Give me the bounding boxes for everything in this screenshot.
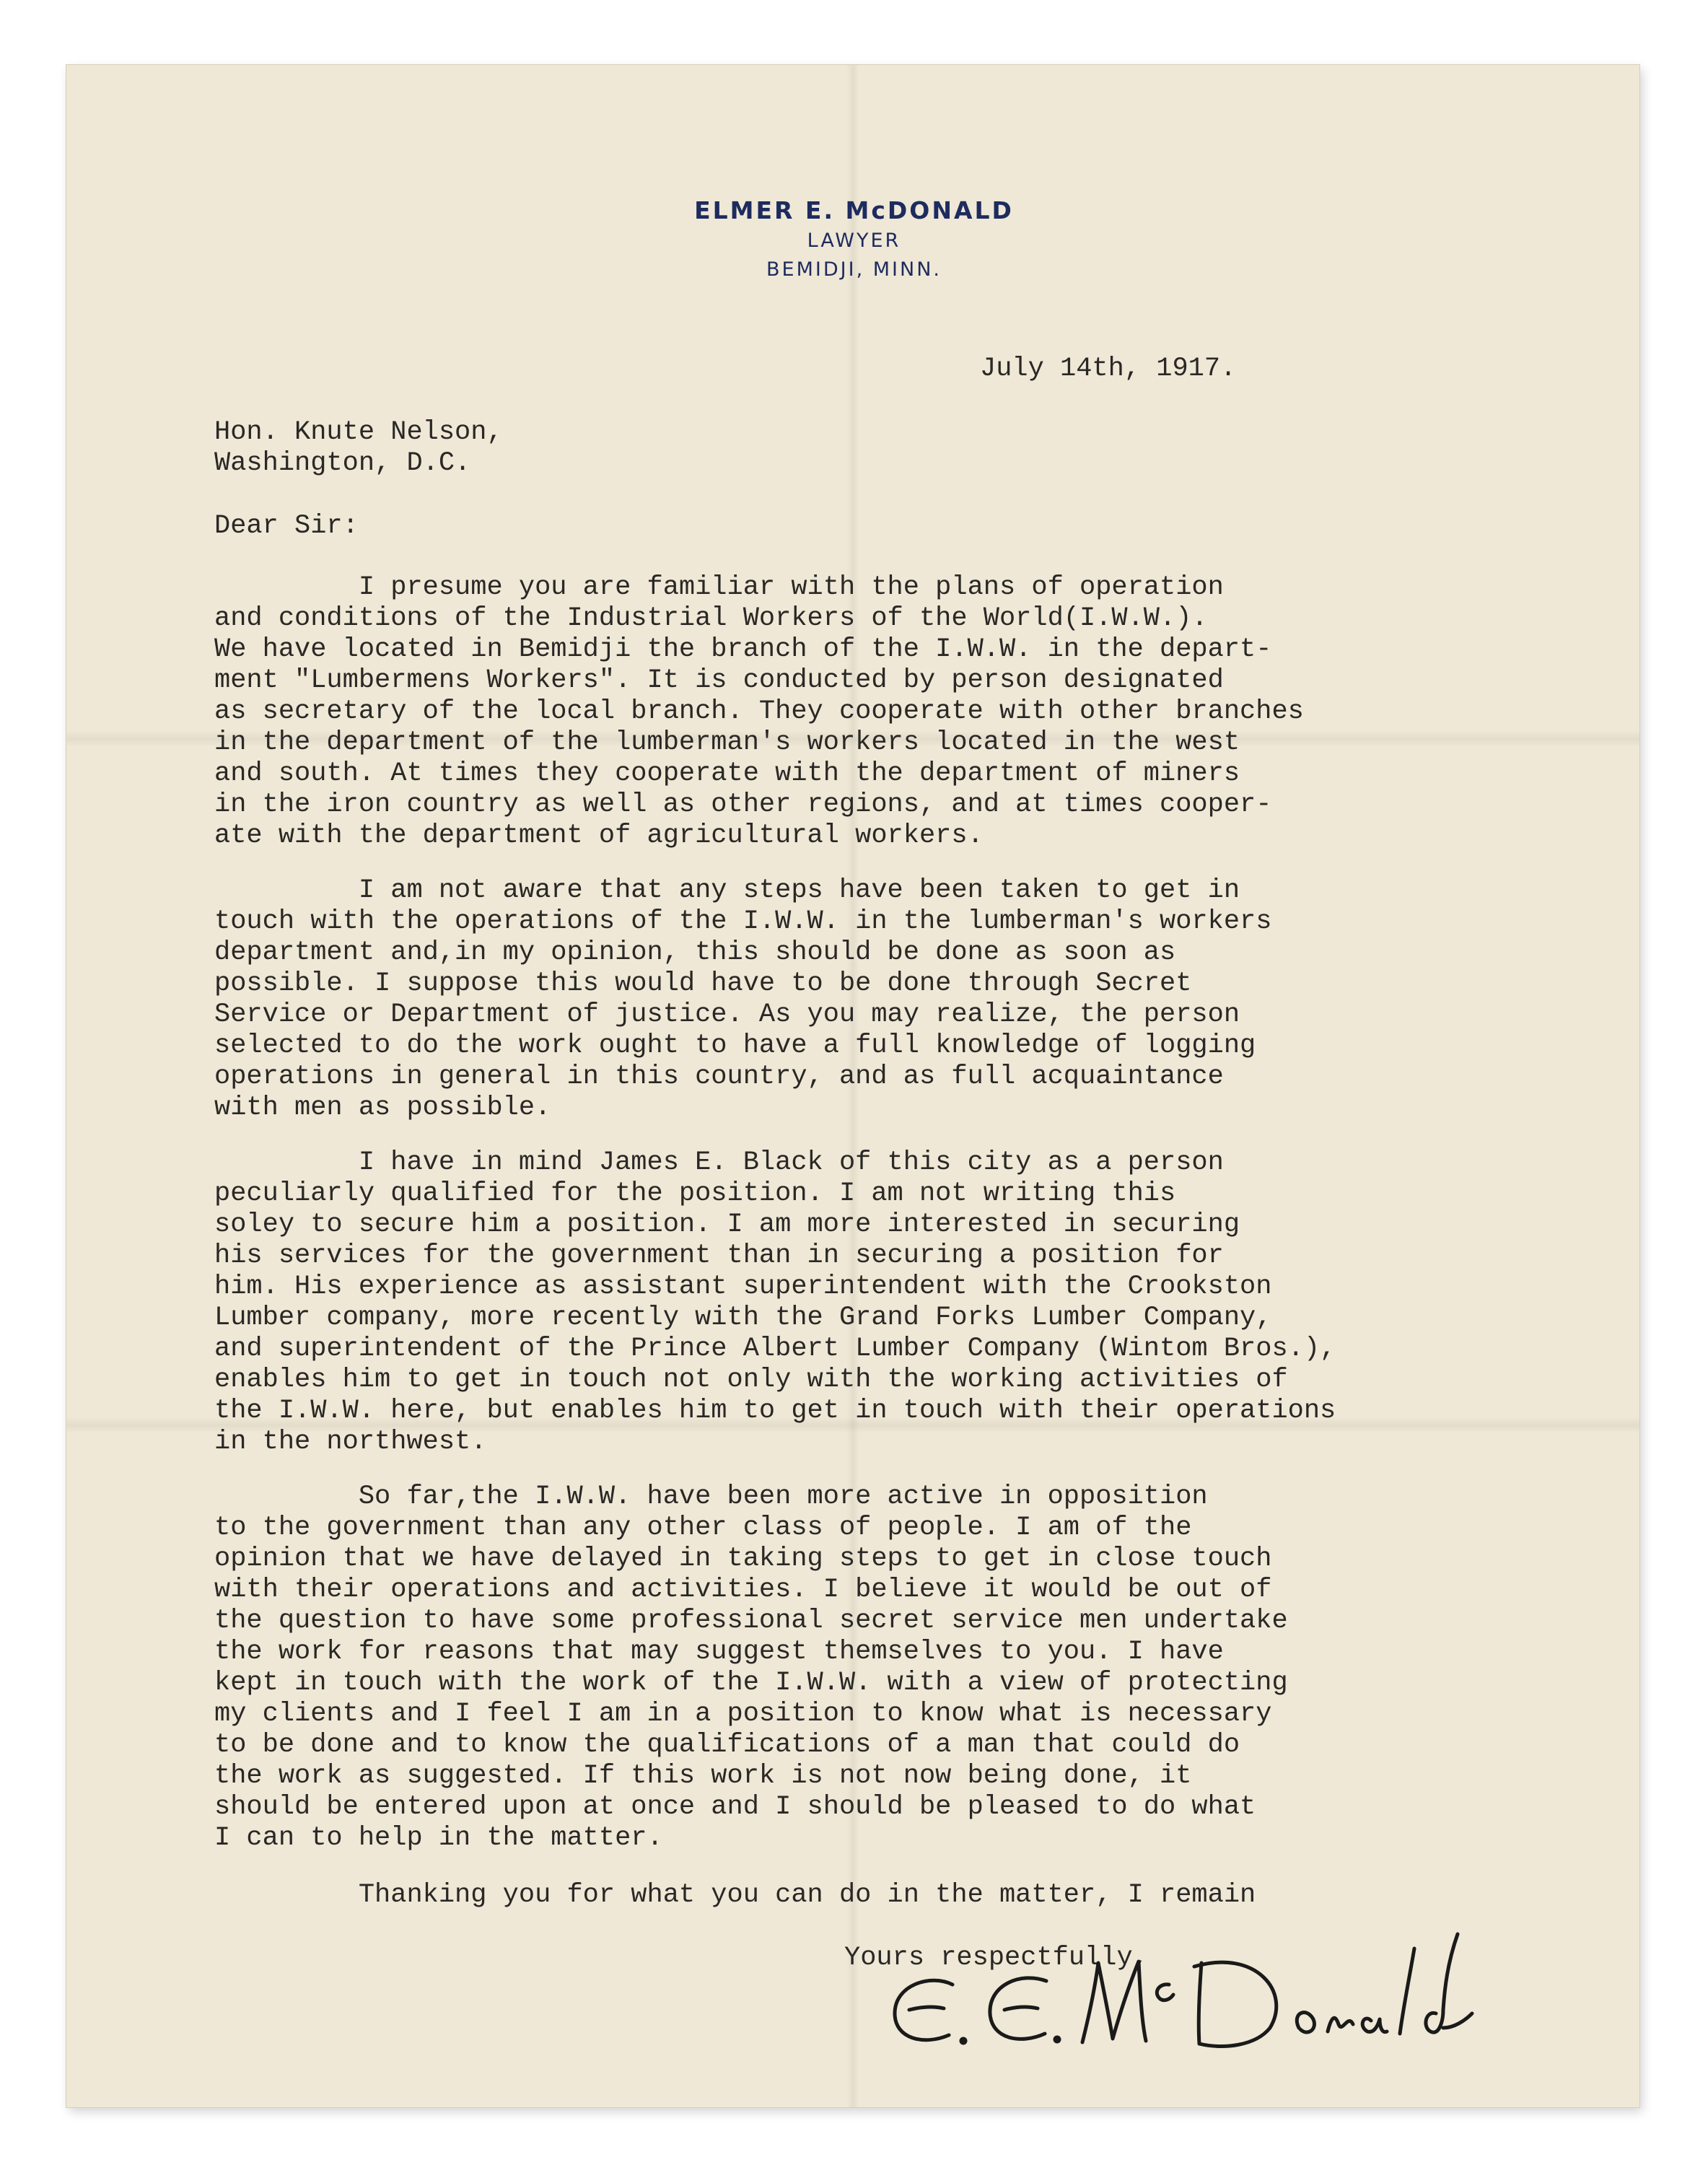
letterhead-name: ELMER E. McDONALD [694,196,1014,224]
body-paragraph-1: I presume you are familiar with the plans of operation and conditions of the Industrial Workers of the World(I.W.W.). We have located in Bemidji the branch of the I.W.W. in the depart- ment "Lumbermens Workers". It is conducted by person designated as secretary of the local branch. They cooperate with other branches in the department of the lumberman's workers located in the west and south. At times they cooperate with the department of miners in the iron country as well as other regions, and at times cooper- ate with the department of agricultural workers. [214,572,1304,851]
letterhead [0,195,1708,284]
signoff: Yours respectfully, [844,1943,1149,1973]
addressee-block: Hon. Knute Nelson, Washington, D.C. [214,417,503,478]
handwritten-signature [866,1905,1486,2078]
salutation: Dear Sir: [214,511,359,541]
letter-date: July 14th, 1917. [980,354,1237,384]
letterhead-location: BEMIDJI, MINN. [766,258,942,281]
closing-line: Thanking you for what you can do in the matter, I remain [214,1880,1256,1910]
letterhead-title: LAWYER [807,229,901,252]
body-paragraph-4: So far,the I.W.W. have been more active in opposition to the government than any other class of people. I am of the opinion that we have delayed in taking steps to get in close touch with their operations and activities. I believe it would be out of the question to have some professional secret service men undertake the work for reasons that may suggest themselves to you. I have kept in touch with the work of the I.W.W. with a view of protecting my clients and I feel I am in a position to know what is necessary to be done and to know the qualifications of a man that could do the work as suggested. If this work is not now being done, it should be entered upon at once and I should be pleased to do what I can to help in the matter. [214,1482,1288,1853]
body-paragraph-2: I am not aware that any steps have been taken to get in touch with the operations of the I.W.W. in the lumberman's workers department and,in my opinion, this should be done as soon as possible. I suppose this would have to be done through Secret Service or Department of justice. As you may realize, the person selected to do the work ought to have a full knowledge of logging operations in general in this country, and as full acquaintance with men as possible. [214,875,1272,1123]
body-paragraph-3: I have in mind James E. Black of this city as a person peculiarly qualified for the position. I am not writing this soley to secure him a position. I am more interested in securing his services for the government than in securing a position for him. His experience as assistant superintendent with the Crookston Lumber company, more recently with the Grand Forks Lumber Company, and superintendent of the Prince Albert Lumber Company (Wintom Bros.), enables him to get in touch not only with the working activities of the I.W.W. here, but enables him to get in touch with their operations in the northwest. [214,1147,1336,1457]
